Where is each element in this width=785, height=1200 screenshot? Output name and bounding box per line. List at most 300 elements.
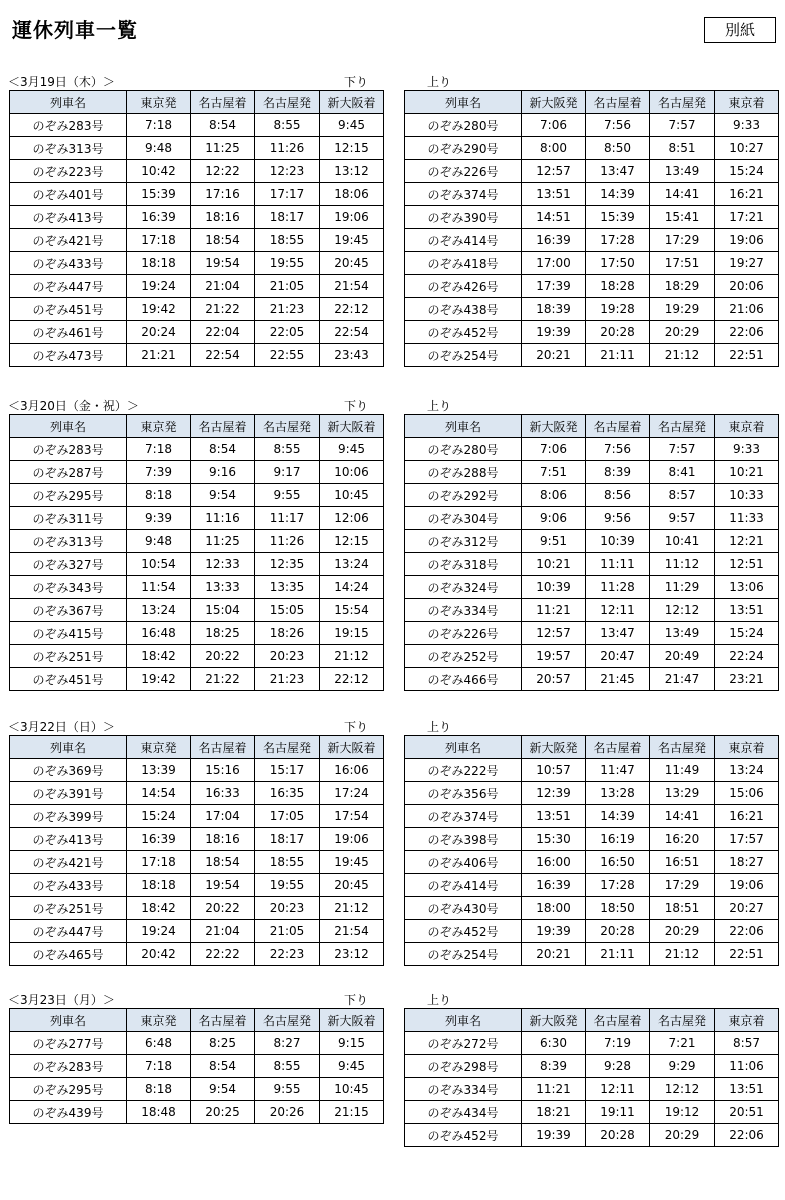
time-cell: 21:05 (255, 275, 320, 298)
time-cell: 20:28 (586, 1124, 650, 1147)
time-cell: 15:04 (191, 599, 255, 622)
time-cell: 18:39 (522, 298, 586, 321)
train-name-cell: のぞみ292号 (405, 484, 522, 507)
train-name-cell: のぞみ415号 (10, 622, 127, 645)
time-cell: 13:39 (127, 759, 191, 782)
train-name-cell: のぞみ327号 (10, 553, 127, 576)
time-cell: 22:51 (715, 344, 779, 367)
time-cell: 8:39 (522, 1055, 586, 1078)
time-cell: 17:00 (522, 252, 586, 275)
time-cell: 17:16 (191, 183, 255, 206)
time-cell: 13:49 (650, 622, 715, 645)
time-cell: 20:45 (320, 252, 384, 275)
time-cell: 10:45 (320, 1078, 384, 1101)
table-row (405, 553, 779, 576)
time-cell: 16:50 (586, 851, 650, 874)
section-date-label: ＜3月19日（木）＞ (8, 75, 115, 89)
time-cell: 14:51 (522, 206, 586, 229)
column-header: 新大阪着 (320, 1009, 384, 1032)
time-cell: 21:22 (191, 668, 255, 691)
column-header: 名古屋発 (255, 415, 320, 438)
column-header: 東京発 (127, 1009, 191, 1032)
time-cell: 11:29 (650, 576, 715, 599)
time-cell: 8:55 (255, 1055, 320, 1078)
column-header: 名古屋着 (191, 1009, 255, 1032)
time-cell: 9:54 (191, 1078, 255, 1101)
column-header: 列車名 (405, 415, 522, 438)
train-name-cell: のぞみ288号 (405, 461, 522, 484)
time-cell: 20:42 (127, 943, 191, 966)
header-row (10, 1009, 384, 1032)
train-name-cell: のぞみ226号 (405, 160, 522, 183)
time-cell: 8:51 (650, 137, 715, 160)
time-cell: 20:22 (191, 897, 255, 920)
table-row (405, 183, 779, 206)
time-cell: 20:26 (255, 1101, 320, 1124)
time-cell: 18:27 (715, 851, 779, 874)
attachment-badge: 別紙 (704, 17, 776, 43)
time-cell: 11:28 (586, 576, 650, 599)
time-cell: 6:48 (127, 1032, 191, 1055)
time-cell: 22:12 (320, 668, 384, 691)
table-row (10, 206, 384, 229)
time-cell: 18:42 (127, 897, 191, 920)
time-cell: 7:56 (586, 114, 650, 137)
table-row (405, 622, 779, 645)
time-cell: 17:28 (586, 874, 650, 897)
time-cell: 14:24 (320, 576, 384, 599)
time-cell: 9:45 (320, 114, 384, 137)
table-row (405, 298, 779, 321)
time-cell: 19:06 (320, 206, 384, 229)
train-name-cell: のぞみ251号 (10, 897, 127, 920)
time-cell: 23:21 (715, 668, 779, 691)
header-row (405, 736, 779, 759)
time-cell: 17:18 (127, 229, 191, 252)
column-header: 東京発 (127, 415, 191, 438)
time-cell: 13:24 (320, 553, 384, 576)
time-cell: 13:47 (586, 160, 650, 183)
time-cell: 19:39 (522, 1124, 586, 1147)
time-cell: 10:06 (320, 461, 384, 484)
time-cell: 12:21 (715, 530, 779, 553)
train-name-cell: のぞみ290号 (405, 137, 522, 160)
time-cell: 9:55 (255, 1078, 320, 1101)
table-row (10, 321, 384, 344)
train-name-cell: のぞみ439号 (10, 1101, 127, 1124)
train-name-cell: のぞみ391号 (10, 782, 127, 805)
time-cell: 18:17 (255, 828, 320, 851)
table-row (405, 599, 779, 622)
train-name-cell: のぞみ438号 (405, 298, 522, 321)
column-header: 列車名 (10, 415, 127, 438)
table-row (405, 920, 779, 943)
time-cell: 22:05 (255, 321, 320, 344)
train-name-cell: のぞみ295号 (10, 484, 127, 507)
time-cell: 9:33 (715, 114, 779, 137)
time-cell: 11:25 (191, 137, 255, 160)
column-header: 名古屋発 (650, 1009, 715, 1032)
train-name-cell: のぞみ451号 (10, 668, 127, 691)
time-cell: 19:55 (255, 874, 320, 897)
time-cell: 15:24 (127, 805, 191, 828)
table-row (405, 461, 779, 484)
time-cell: 16:21 (715, 805, 779, 828)
time-cell: 19:27 (715, 252, 779, 275)
train-name-cell: のぞみ295号 (10, 1078, 127, 1101)
train-name-cell: のぞみ287号 (10, 461, 127, 484)
train-name-cell: のぞみ413号 (10, 206, 127, 229)
column-header: 名古屋着 (586, 91, 650, 114)
table-row (405, 275, 779, 298)
time-cell: 15:16 (191, 759, 255, 782)
time-cell: 9:06 (522, 507, 586, 530)
time-cell: 19:45 (320, 851, 384, 874)
time-cell: 20:29 (650, 321, 715, 344)
time-cell: 19:55 (255, 252, 320, 275)
time-cell: 20:49 (650, 645, 715, 668)
column-header: 名古屋発 (650, 91, 715, 114)
time-cell: 14:39 (586, 805, 650, 828)
section-date-label: ＜3月23日（月）＞ (8, 993, 115, 1007)
train-name-cell: のぞみ451号 (10, 298, 127, 321)
time-cell: 9:57 (650, 507, 715, 530)
time-cell: 19:24 (127, 275, 191, 298)
time-cell: 21:05 (255, 920, 320, 943)
train-name-cell: のぞみ401号 (10, 183, 127, 206)
time-cell: 17:04 (191, 805, 255, 828)
time-cell: 12:06 (320, 507, 384, 530)
column-header: 新大阪発 (522, 91, 586, 114)
train-name-cell: のぞみ433号 (10, 874, 127, 897)
time-cell: 12:15 (320, 137, 384, 160)
time-cell: 18:51 (650, 897, 715, 920)
column-header: 列車名 (10, 91, 127, 114)
time-cell: 13:24 (127, 599, 191, 622)
time-cell: 9:48 (127, 530, 191, 553)
time-cell: 17:05 (255, 805, 320, 828)
train-name-cell: のぞみ452号 (405, 1124, 522, 1147)
time-cell: 16:39 (522, 229, 586, 252)
time-cell: 15:39 (127, 183, 191, 206)
train-name-cell: のぞみ465号 (10, 943, 127, 966)
time-cell: 15:05 (255, 599, 320, 622)
time-cell: 8:57 (650, 484, 715, 507)
time-cell: 13:29 (650, 782, 715, 805)
column-header: 名古屋着 (586, 736, 650, 759)
table-row (10, 851, 384, 874)
train-name-cell: のぞみ390号 (405, 206, 522, 229)
table-row (10, 782, 384, 805)
header-row (10, 415, 384, 438)
time-cell: 18:21 (522, 1101, 586, 1124)
time-cell: 21:12 (320, 897, 384, 920)
train-name-cell: のぞみ313号 (10, 137, 127, 160)
time-cell: 11:21 (522, 599, 586, 622)
train-name-cell: のぞみ356号 (405, 782, 522, 805)
time-cell: 19:42 (127, 668, 191, 691)
time-cell: 18:18 (127, 874, 191, 897)
time-cell: 16:21 (715, 183, 779, 206)
time-cell: 19:57 (522, 645, 586, 668)
column-header: 新大阪着 (320, 736, 384, 759)
time-cell: 9:29 (650, 1055, 715, 1078)
table-row (405, 851, 779, 874)
time-cell: 7:06 (522, 114, 586, 137)
time-cell: 11:49 (650, 759, 715, 782)
time-cell: 8:41 (650, 461, 715, 484)
time-cell: 13:06 (715, 576, 779, 599)
time-cell: 15:06 (715, 782, 779, 805)
time-cell: 18:54 (191, 229, 255, 252)
train-name-cell: のぞみ452号 (405, 321, 522, 344)
time-cell: 20:47 (586, 645, 650, 668)
time-cell: 9:45 (320, 1055, 384, 1078)
time-cell: 20:21 (522, 344, 586, 367)
time-cell: 9:51 (522, 530, 586, 553)
table-row (405, 530, 779, 553)
time-cell: 20:23 (255, 645, 320, 668)
train-name-cell: のぞみ452号 (405, 920, 522, 943)
time-cell: 17:57 (715, 828, 779, 851)
time-cell: 16:39 (127, 206, 191, 229)
time-cell: 20:28 (586, 321, 650, 344)
time-cell: 22:23 (255, 943, 320, 966)
train-name-cell: のぞみ254号 (405, 943, 522, 966)
time-cell: 12:12 (650, 599, 715, 622)
time-cell: 12:57 (522, 160, 586, 183)
time-cell: 20:23 (255, 897, 320, 920)
time-cell: 11:12 (650, 553, 715, 576)
time-cell: 9:16 (191, 461, 255, 484)
table-row (405, 943, 779, 966)
column-header: 名古屋発 (255, 1009, 320, 1032)
train-name-cell: のぞみ343号 (10, 576, 127, 599)
train-name-cell: のぞみ447号 (10, 275, 127, 298)
time-cell: 20:29 (650, 920, 715, 943)
time-cell: 16:33 (191, 782, 255, 805)
table-row (10, 137, 384, 160)
train-name-cell: のぞみ254号 (405, 344, 522, 367)
train-name-cell: のぞみ252号 (405, 645, 522, 668)
time-cell: 16:20 (650, 828, 715, 851)
column-header: 名古屋着 (191, 415, 255, 438)
table-row (405, 229, 779, 252)
time-cell: 13:35 (255, 576, 320, 599)
table-row (10, 530, 384, 553)
time-cell: 8:56 (586, 484, 650, 507)
time-cell: 20:45 (320, 874, 384, 897)
time-cell: 12:12 (650, 1078, 715, 1101)
time-cell: 19:54 (191, 874, 255, 897)
train-name-cell: のぞみ313号 (10, 530, 127, 553)
column-header: 列車名 (10, 1009, 127, 1032)
train-name-cell: のぞみ434号 (405, 1101, 522, 1124)
table-row (10, 897, 384, 920)
time-cell: 10:45 (320, 484, 384, 507)
time-cell: 21:23 (255, 668, 320, 691)
table-row (10, 645, 384, 668)
time-cell: 21:22 (191, 298, 255, 321)
time-cell: 11:17 (255, 507, 320, 530)
section-date-label: ＜3月22日（日）＞ (8, 720, 115, 734)
time-cell: 20:28 (586, 920, 650, 943)
table-row (405, 114, 779, 137)
time-cell: 12:57 (522, 622, 586, 645)
table-row (10, 275, 384, 298)
time-cell: 19:54 (191, 252, 255, 275)
column-header: 名古屋発 (255, 91, 320, 114)
time-cell: 20:29 (650, 1124, 715, 1147)
table-row (10, 507, 384, 530)
time-cell: 12:11 (586, 1078, 650, 1101)
table-row (10, 576, 384, 599)
time-cell: 12:11 (586, 599, 650, 622)
column-header: 新大阪発 (522, 1009, 586, 1032)
time-cell: 21:12 (650, 344, 715, 367)
time-cell: 15:39 (586, 206, 650, 229)
header-row (405, 1009, 779, 1032)
table-row (10, 114, 384, 137)
time-cell: 18:26 (255, 622, 320, 645)
time-cell: 10:21 (715, 461, 779, 484)
time-cell: 8:55 (255, 114, 320, 137)
time-cell: 8:00 (522, 137, 586, 160)
time-cell: 19:42 (127, 298, 191, 321)
time-cell: 15:54 (320, 599, 384, 622)
time-cell: 9:56 (586, 507, 650, 530)
time-cell: 9:55 (255, 484, 320, 507)
time-cell: 13:51 (715, 1078, 779, 1101)
time-cell: 21:11 (586, 943, 650, 966)
time-cell: 19:24 (127, 920, 191, 943)
column-header: 東京着 (715, 736, 779, 759)
down-direction-label: 下り (344, 993, 369, 1007)
train-name-cell: のぞみ280号 (405, 438, 522, 461)
table-row (405, 1055, 779, 1078)
section-date-label: ＜3月20日（金・祝）＞ (8, 399, 139, 413)
column-header: 名古屋着 (191, 736, 255, 759)
table-row (405, 484, 779, 507)
time-cell: 12:35 (255, 553, 320, 576)
time-cell: 21:04 (191, 275, 255, 298)
table-row (10, 599, 384, 622)
table-row (405, 137, 779, 160)
time-cell: 7:19 (586, 1032, 650, 1055)
time-cell: 21:15 (320, 1101, 384, 1124)
time-cell: 21:12 (320, 645, 384, 668)
column-header: 新大阪着 (320, 415, 384, 438)
time-cell: 15:30 (522, 828, 586, 851)
down-timetable (9, 735, 384, 966)
time-cell: 18:29 (650, 275, 715, 298)
time-cell: 7:21 (650, 1032, 715, 1055)
time-cell: 10:42 (127, 160, 191, 183)
time-cell: 11:26 (255, 137, 320, 160)
time-cell: 21:23 (255, 298, 320, 321)
time-cell: 13:51 (522, 805, 586, 828)
down-timetable (9, 90, 384, 367)
time-cell: 22:54 (191, 344, 255, 367)
table-row (405, 805, 779, 828)
time-cell: 9:48 (127, 137, 191, 160)
time-cell: 16:39 (522, 874, 586, 897)
table-row (10, 920, 384, 943)
time-cell: 11:25 (191, 530, 255, 553)
up-direction-label: 上り (427, 75, 452, 89)
train-name-cell: のぞみ433号 (10, 252, 127, 275)
train-name-cell: のぞみ374号 (405, 183, 522, 206)
time-cell: 9:45 (320, 438, 384, 461)
time-cell: 11:26 (255, 530, 320, 553)
column-header: 東京着 (715, 1009, 779, 1032)
train-name-cell: のぞみ421号 (10, 851, 127, 874)
time-cell: 17:28 (586, 229, 650, 252)
time-cell: 8:18 (127, 484, 191, 507)
train-name-cell: のぞみ418号 (405, 252, 522, 275)
table-row (405, 252, 779, 275)
time-cell: 8:39 (586, 461, 650, 484)
time-cell: 6:30 (522, 1032, 586, 1055)
time-cell: 10:27 (715, 137, 779, 160)
up-timetable (404, 1008, 779, 1147)
time-cell: 12:33 (191, 553, 255, 576)
train-name-cell: のぞみ414号 (405, 229, 522, 252)
time-cell: 21:54 (320, 275, 384, 298)
time-cell: 17:29 (650, 229, 715, 252)
time-cell: 17:24 (320, 782, 384, 805)
time-cell: 17:17 (255, 183, 320, 206)
column-header: 名古屋発 (255, 736, 320, 759)
table-row (405, 645, 779, 668)
train-name-cell: のぞみ223号 (10, 160, 127, 183)
column-header: 名古屋着 (586, 415, 650, 438)
time-cell: 10:39 (586, 530, 650, 553)
table-row (405, 321, 779, 344)
train-name-cell: のぞみ324号 (405, 576, 522, 599)
time-cell: 18:17 (255, 206, 320, 229)
train-name-cell: のぞみ421号 (10, 229, 127, 252)
time-cell: 9:17 (255, 461, 320, 484)
up-timetable (404, 90, 779, 367)
time-cell: 7:57 (650, 114, 715, 137)
time-cell: 22:24 (715, 645, 779, 668)
train-name-cell: のぞみ334号 (405, 599, 522, 622)
time-cell: 13:28 (586, 782, 650, 805)
time-cell: 23:43 (320, 344, 384, 367)
column-header: 列車名 (10, 736, 127, 759)
time-cell: 9:54 (191, 484, 255, 507)
column-header: 名古屋着 (191, 91, 255, 114)
time-cell: 10:33 (715, 484, 779, 507)
train-name-cell: のぞみ222号 (405, 759, 522, 782)
time-cell: 11:21 (522, 1078, 586, 1101)
time-cell: 21:47 (650, 668, 715, 691)
table-row (10, 1032, 384, 1055)
up-direction-label: 上り (427, 399, 452, 413)
time-cell: 8:55 (255, 438, 320, 461)
time-cell: 21:45 (586, 668, 650, 691)
table-row (10, 438, 384, 461)
time-cell: 15:17 (255, 759, 320, 782)
time-cell: 9:28 (586, 1055, 650, 1078)
table-row (405, 874, 779, 897)
column-header: 新大阪発 (522, 736, 586, 759)
time-cell: 20:24 (127, 321, 191, 344)
table-row (405, 438, 779, 461)
train-name-cell: のぞみ277号 (10, 1032, 127, 1055)
train-name-cell: のぞみ280号 (405, 114, 522, 137)
